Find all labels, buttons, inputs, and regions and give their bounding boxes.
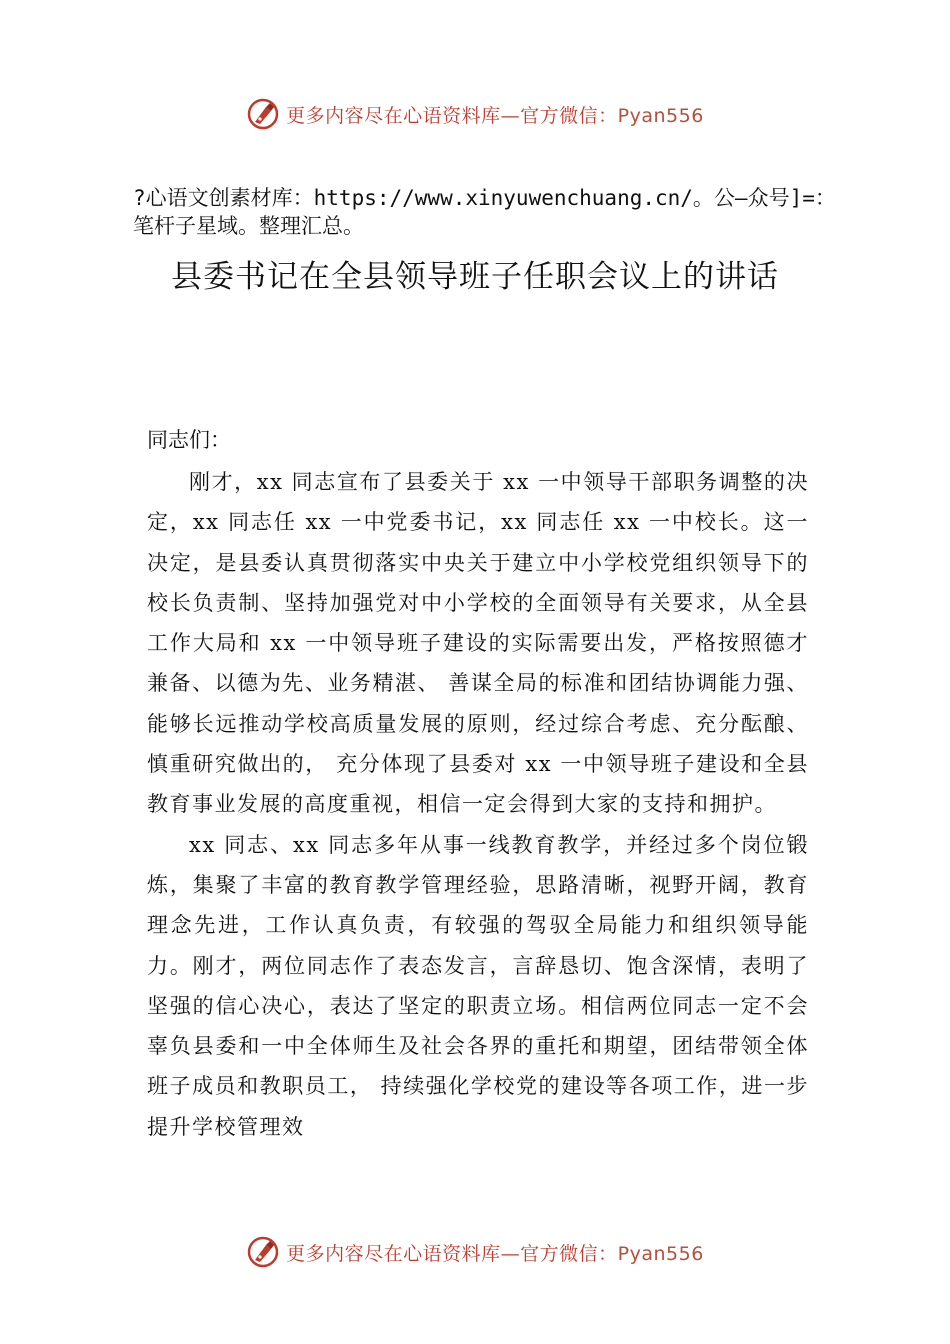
- body-paragraph: 刚才，xx 同志宣布了县委关于 xx 一中领导干部职务调整的决定，xx 同志任 xx 一中党委书记，xx 同志任 xx 一中校长。这一决定，是县委认真贯彻落实中央关于建立中小学校党组织领导下的校长负责制、坚持加强党对中小学校的全面领导有关要求，从全县工作大局和 xx 一中领导班子建设的实际需要出发，严格按照德才兼备、以德为先、业务精湛、 善谋全局的标准和团结协调能力强、能够长远推动学校高质量发展的原则，经过综合考虑、充分酝酿、慎重研究做出的， 充分体现了县委对 xx 一中领导班子建设和全县教育事业发展的高度重视，相信一定会得到大家的支持和拥护。: [147, 470, 809, 817]
- watermark-label: 更多内容尽在心语资料库—官方微信：: [286, 1242, 618, 1265]
- watermark-label: 更多内容尽在心语资料库—官方微信：: [286, 104, 618, 127]
- source-note: ?心语文创素材库：https://www.xinyuwenchuang.cn/。公—众号]=：笔杆子星域。整理汇总。: [133, 186, 836, 238]
- body-paragraph: xx 同志、xx 同志多年从事一线教育教学，并经过多个岗位锻炼，集聚了丰富的教育教学管理经验，思路清晰，视野开阔，教育理念先进，工作认真负责，有较强的驾驭全局能力和组织领导能力。刚才，两位同志作了表态发言，言辞恳切、饱含深情，表明了坚强的信心决心，表达了坚定的职责立场。相信两位同志一定不会辜负县委和一中全体师生及社会各界的重托和期望，团结带领全体班子成员和教职员工， 持续强化学校党的建设等各项工作，进一步提升学校管理效: [147, 832, 809, 1139]
- pen-nib-circle-icon: [246, 97, 280, 131]
- pen-nib-circle-icon: [246, 1235, 280, 1269]
- document-body: [147, 462, 809, 1147]
- watermark-banner-bottom: [0, 1232, 950, 1272]
- salutation: 同志们：: [147, 428, 231, 452]
- watermark-handle: Pyan556: [617, 104, 704, 127]
- watermark-text: [286, 101, 704, 128]
- watermark-handle: Pyan556: [617, 1242, 704, 1265]
- document-title: 县委书记在全县领导班子任职会议上的讲话: [171, 259, 779, 295]
- watermark-text: [286, 1239, 704, 1266]
- watermark-banner-top: [0, 94, 950, 134]
